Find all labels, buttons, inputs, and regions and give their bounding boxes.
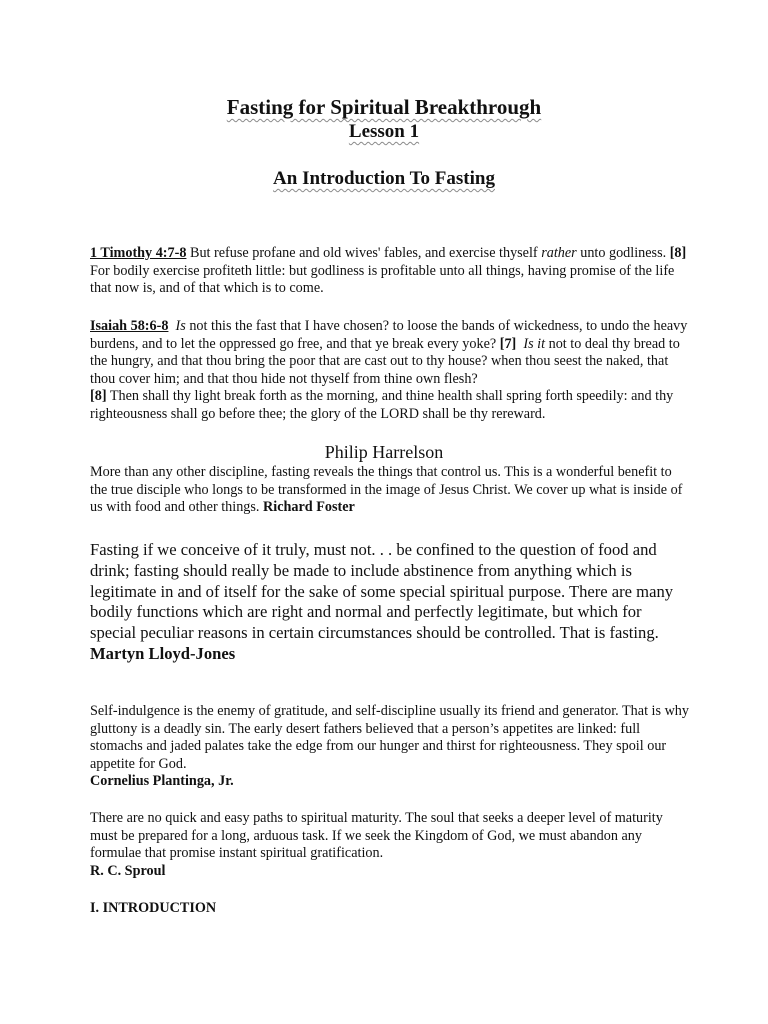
scripture-reference: 1 Timothy 4:7-8 — [90, 245, 187, 261]
quote-plantinga: Self-indulgence is the enemy of gratitude, and self-discipline usually its friend and generator. That is why gluttony is a deadly sin. The early desert fathers believed that a person’s appetites are linked: full stomachs and jaded palates take the edge from our hunger and thirst for righteousness. They spoil our appetite for God. Cornelius Plantinga, Jr. — [90, 703, 689, 790]
quote-sproul: There are no quick and easy paths to spiritual maturity. The soul that seeks a deeper level of maturity must be prepared for a long, arduous task. If we seek the Kingdom of God, we must abandon any formulae that promise instant spiritual gratification. R. C. Sproul — [90, 810, 690, 880]
verse-number: [8] — [669, 245, 687, 261]
quote-author: R. C. Sproul — [90, 862, 166, 879]
lesson-subtitle: An Introduction To Fasting — [273, 168, 495, 189]
section-heading-introduction: I. INTRODUCTION — [90, 900, 217, 916]
scripture-passage-timothy: 1 Timothy 4:7-8 But refuse profane and old wives' fables, and exercise thyself rather unto godliness. [8] For bodily exercise profiteth little: but godliness is profitable unto all things, having promise of the life that now is, and of that which is to come. — [90, 245, 687, 297]
quote-author: Richard Foster — [263, 499, 355, 516]
verse-number: [7] — [499, 335, 517, 352]
lesson-number: Lesson 1 — [348, 121, 420, 142]
scripture-reference: Isaiah 58:6-8 — [90, 318, 169, 334]
section-number: I. — [90, 900, 100, 916]
scripture-passage-isaiah: Isaiah 58:6-8 Is not this the fast that I have chosen? to loose the bands of wickedness, to undo the heavy burdens, and to let the oppressed go free, and that ye break every yoke? [7] Is it not to deal thy bread to the hungry, and that thou bring the poor that are cast out to thy house? when thou seest the naked, that thou cover him; and that thou hide not thyself from thine own flesh? [8] Then shall thy light break forth as the morning, and thine health shall spring forth speedily: and thy righteousness shall go before thee; the glory of the LORD shall be thy rereward. — [90, 318, 688, 422]
quote-lloyd-jones: Fasting if we conceive of it truly, must not. . . be confined to the question of food and drink; fasting should really be made to include abstinence from anything which is legitimate in and of itself for the sake of some special spiritual purpose. There are many bodily functions which are right and normal and perfectly legitimate, but which for special peculiar reasons in certain circumstances should be controlled. That is fasting. Martyn Lloyd-Jones — [90, 540, 674, 663]
quote-author: Cornelius Plantinga, Jr. — [90, 773, 234, 790]
verse-number: [8] — [90, 388, 107, 405]
quote-foster: More than any other discipline, fasting reveals the things that control us. This is a wonderful benefit to the true disciple who longs to be transformed in the image of Jesus Christ. We cover up what is inside of us with food and other things. Richard Foster — [90, 464, 683, 516]
document-title: Fasting for Spiritual Breakthrough — [226, 95, 542, 119]
quote-author: Martyn Lloyd-Jones — [90, 643, 236, 663]
author-heading: Philip Harrelson — [324, 442, 444, 462]
